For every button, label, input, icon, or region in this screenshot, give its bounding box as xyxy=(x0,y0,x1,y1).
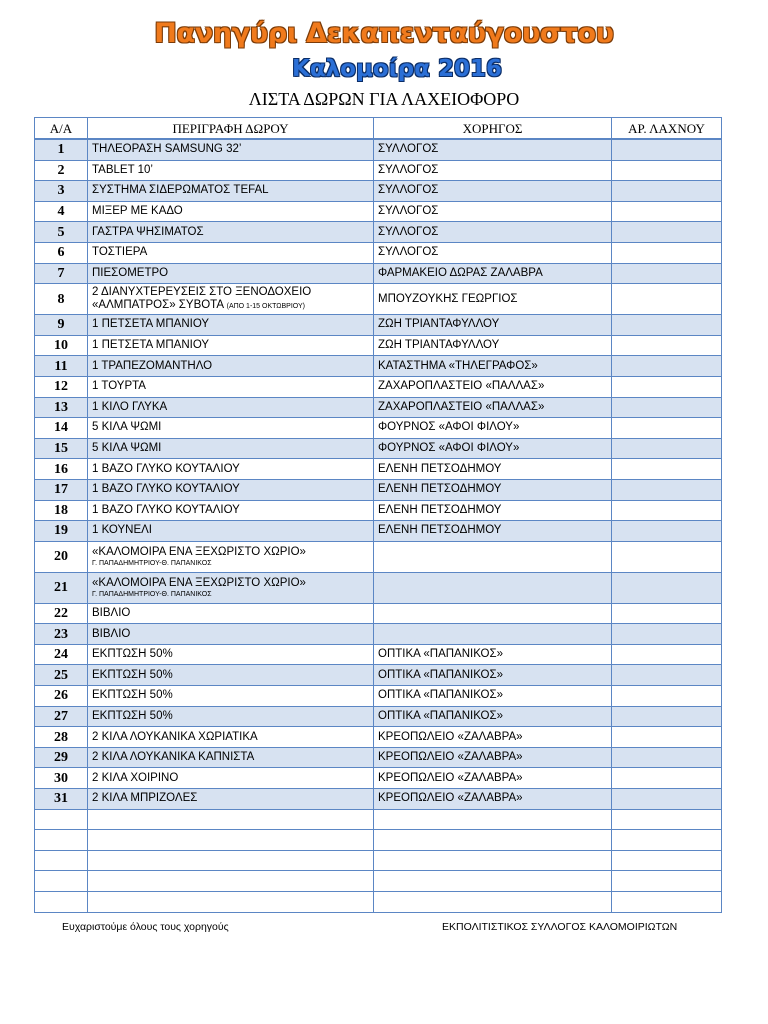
table-row xyxy=(35,624,722,645)
table-body xyxy=(35,139,722,912)
lot-number xyxy=(612,315,722,336)
table-row xyxy=(35,603,722,624)
row-number: 1 xyxy=(35,139,88,160)
gift-description: 1 ΤΡΑΠΕΖΟΜΑΝΤΗΛΟ xyxy=(88,356,374,377)
table-row xyxy=(35,747,722,768)
row-number: 25 xyxy=(35,665,88,686)
gift-description xyxy=(88,850,374,871)
gift-description: ΜΙΞΕΡ ΜΕ ΚΑΔΟ xyxy=(88,201,374,222)
sponsor xyxy=(374,850,612,871)
gift-description xyxy=(88,284,374,315)
row-number: 2 xyxy=(35,160,88,181)
row-number: 8 xyxy=(35,284,88,315)
lot-number xyxy=(612,541,722,572)
table-row xyxy=(35,397,722,418)
empty-row xyxy=(35,809,722,830)
table-row xyxy=(35,438,722,459)
table-row xyxy=(35,686,722,707)
table-row xyxy=(35,500,722,521)
table-row xyxy=(35,356,722,377)
sponsor xyxy=(374,572,612,603)
table-row xyxy=(35,376,722,397)
row-number xyxy=(35,830,88,851)
row-number: 3 xyxy=(35,181,88,202)
lot-number xyxy=(612,418,722,439)
table-row xyxy=(35,315,722,336)
gift-description: ΒΙΒΛΙΟ xyxy=(88,603,374,624)
table-row xyxy=(35,242,722,263)
sponsor: ΦΟΥΡΝΟΣ «ΑΦΟΙ ΦΙΛΟΥ» xyxy=(374,418,612,439)
table-row xyxy=(35,335,722,356)
gift-description-line2: «ΑΛΜΠΑΤΡΟΣ» ΣΥΒΟΤΑ xyxy=(92,298,224,311)
sponsor: ΕΛΕΝΗ ΠΕΤΣΟΔΗΜΟΥ xyxy=(374,521,612,542)
lot-number xyxy=(612,356,722,377)
table-row xyxy=(35,706,722,727)
lot-number xyxy=(612,201,722,222)
gift-description: 2 ΚΙΛΑ ΜΠΡΙΖΟΛΕΣ xyxy=(88,789,374,810)
gift-description: 1 ΒΑΖΟ ΓΛΥΚΟ ΚΟΥΤΑΛΙΟΥ xyxy=(88,459,374,480)
empty-row xyxy=(35,850,722,871)
row-number: 15 xyxy=(35,438,88,459)
gift-note: Γ. ΠΑΠΑΔΗΜΗΤΡΙΟΥ-Θ. ΠΑΠΑΝΙΚΟΣ xyxy=(92,590,212,598)
sponsor xyxy=(374,603,612,624)
gift-description: 1 ΚΙΛΟ ΓΛΥΚΑ xyxy=(88,397,374,418)
footer-thanks: Ευχαριστούμε όλους τους χορηγούς xyxy=(62,921,229,933)
table-row xyxy=(35,222,722,243)
gift-description xyxy=(88,541,374,572)
sponsor: ΜΠΟΥΖΟΥΚΗΣ ΓΕΩΡΓΙΟΣ xyxy=(374,284,612,315)
gift-description-line1: «ΚΑΛΟΜΟΙΡΑ ΕΝΑ ΞΕΧΩΡΙΣΤΟ ΧΩΡΙΟ» xyxy=(92,545,306,558)
sponsor: ΚΡΕΟΠΩΛΕΙΟ «ΖΑΛΑΒΡΑ» xyxy=(374,727,612,748)
row-number: 20 xyxy=(35,541,88,572)
gift-note: Γ. ΠΑΠΑΔΗΜΗΤΡΙΟΥ-Θ. ΠΑΠΑΝΙΚΟΣ xyxy=(92,559,212,567)
sponsor: ΣΥΛΛΟΓΟΣ xyxy=(374,201,612,222)
lot-number xyxy=(612,747,722,768)
lot-number xyxy=(612,624,722,645)
lot-number xyxy=(612,644,722,665)
row-number: 27 xyxy=(35,706,88,727)
row-number: 21 xyxy=(35,572,88,603)
sponsor: ΚΡΕΟΠΩΛΕΙΟ «ΖΑΛΑΒΡΑ» xyxy=(374,747,612,768)
row-number: 14 xyxy=(35,418,88,439)
gift-description: ΕΚΠΤΩΣΗ 50% xyxy=(88,665,374,686)
gift-description: 1 ΤΟΥΡΤΑ xyxy=(88,376,374,397)
lot-number xyxy=(612,438,722,459)
row-number: 18 xyxy=(35,500,88,521)
gift-description: ΕΚΠΤΩΣΗ 50% xyxy=(88,706,374,727)
empty-row xyxy=(35,892,722,913)
lot-number xyxy=(612,768,722,789)
row-number: 5 xyxy=(35,222,88,243)
gift-description: 1 ΠΕΤΣΕΤΑ ΜΠΑΝΙΟΥ xyxy=(88,315,374,336)
table-row xyxy=(35,418,722,439)
lot-number xyxy=(612,809,722,830)
lot-number xyxy=(612,706,722,727)
lot-number xyxy=(612,459,722,480)
lot-number xyxy=(612,160,722,181)
row-number: 12 xyxy=(35,376,88,397)
gift-description: ΕΚΠΤΩΣΗ 50% xyxy=(88,686,374,707)
row-number: 16 xyxy=(35,459,88,480)
table-row xyxy=(35,521,722,542)
row-number: 11 xyxy=(35,356,88,377)
column-header-sponsor: ΧΟΡΗΓΟΣ xyxy=(374,118,612,140)
lot-number xyxy=(612,603,722,624)
sponsor: ΣΥΛΛΟΓΟΣ xyxy=(374,222,612,243)
gift-description: 2 ΚΙΛΑ ΧΟΙΡΙΝΟ xyxy=(88,768,374,789)
row-number: 19 xyxy=(35,521,88,542)
table-row xyxy=(35,789,722,810)
sponsor: ΕΛΕΝΗ ΠΕΤΣΟΔΗΜΟΥ xyxy=(374,500,612,521)
lot-number xyxy=(612,242,722,263)
table-row xyxy=(35,768,722,789)
row-number: 17 xyxy=(35,479,88,500)
sponsor xyxy=(374,624,612,645)
gift-description: 1 ΒΑΖΟ ΓΛΥΚΟ ΚΟΥΤΑΛΙΟΥ xyxy=(88,500,374,521)
festival-title: Πανηγύρι Δεκαπενταύγουστου xyxy=(154,18,614,49)
gift-description: 1 ΚΟΥΝΕΛΙ xyxy=(88,521,374,542)
empty-row xyxy=(35,830,722,851)
row-number: 10 xyxy=(35,335,88,356)
gift-description-line1: 2 ΔΙΑΝΥΧΤΕΡΕΥΣΕΙΣ ΣΤΟ ΞΕΝΟΔΟΧΕΙΟ xyxy=(92,285,312,298)
sponsor: ΖΩΗ ΤΡΙΑΝΤΑΦΥΛΛΟΥ xyxy=(374,335,612,356)
gift-description-line1: «ΚΑΛΟΜΟΙΡΑ ΕΝΑ ΞΕΧΩΡΙΣΤΟ ΧΩΡΙΟ» xyxy=(92,576,306,589)
row-number xyxy=(35,850,88,871)
table-row xyxy=(35,139,722,160)
sponsor xyxy=(374,541,612,572)
row-number: 26 xyxy=(35,686,88,707)
lot-number xyxy=(612,479,722,500)
row-number: 13 xyxy=(35,397,88,418)
sponsor: ΚΡΕΟΠΩΛΕΙΟ «ΖΑΛΑΒΡΑ» xyxy=(374,768,612,789)
column-header-description: ΠΕΡΙΓΡΑΦΗ ΔΩΡΟΥ xyxy=(88,118,374,140)
gift-description: ΤΗΛΕΟΡΑΣΗ SAMSUNG 32’ xyxy=(88,139,374,160)
table-row xyxy=(35,459,722,480)
sponsor: ΖΑΧΑΡΟΠΛΑΣΤΕΙΟ «ΠΑΛΛΑΣ» xyxy=(374,397,612,418)
column-header-lot-number: ΑΡ. ΛΑΧΝΟΥ xyxy=(612,118,722,140)
sponsor: ΕΛΕΝΗ ΠΕΤΣΟΔΗΜΟΥ xyxy=(374,479,612,500)
sponsor xyxy=(374,871,612,892)
sponsor: ΟΠΤΙΚΑ «ΠΑΠΑΝΙΚΟΣ» xyxy=(374,706,612,727)
sponsor: ΣΥΛΛΟΓΟΣ xyxy=(374,160,612,181)
gift-description: 5 ΚΙΛΑ ΨΩΜΙ xyxy=(88,438,374,459)
table-row xyxy=(35,263,722,284)
table-row xyxy=(35,644,722,665)
lot-number xyxy=(612,727,722,748)
lot-number xyxy=(612,892,722,913)
table-row xyxy=(35,541,722,572)
row-number: 28 xyxy=(35,727,88,748)
sponsor: ΟΠΤΙΚΑ «ΠΑΠΑΝΙΚΟΣ» xyxy=(374,686,612,707)
lot-number xyxy=(612,871,722,892)
lot-number xyxy=(612,665,722,686)
gift-description: ΕΚΠΤΩΣΗ 50% xyxy=(88,644,374,665)
gift-description: ΤΟΣΤΙΕΡΑ xyxy=(88,242,374,263)
lot-number xyxy=(612,139,722,160)
lot-number xyxy=(612,376,722,397)
row-number: 4 xyxy=(35,201,88,222)
sponsor: ΦΟΥΡΝΟΣ «ΑΦΟΙ ΦΙΛΟΥ» xyxy=(374,438,612,459)
row-number: 7 xyxy=(35,263,88,284)
list-heading: ΛΙΣΤΑ ΔΩΡΩΝ ΓΙΑ ΛΑΧΕΙΟΦΟΡΟ xyxy=(248,89,520,109)
gift-description: ΓΑΣΤΡΑ ΨΗΣΙΜΑΤΟΣ xyxy=(88,222,374,243)
row-number xyxy=(35,809,88,830)
header-row xyxy=(35,118,722,140)
gift-note: (ΑΠΟ 1-15 ΟΚΤΩΒΡΙΟΥ) xyxy=(226,302,306,310)
gift-description: 1 ΠΕΤΣΕΤΑ ΜΠΑΝΙΟΥ xyxy=(88,335,374,356)
sponsor: ΣΥΛΛΟΓΟΣ xyxy=(374,242,612,263)
lot-number xyxy=(612,850,722,871)
lot-number xyxy=(612,500,722,521)
row-number: 6 xyxy=(35,242,88,263)
gift-description xyxy=(88,809,374,830)
lot-number xyxy=(612,335,722,356)
row-number: 29 xyxy=(35,747,88,768)
sponsor xyxy=(374,809,612,830)
sponsor: ΣΥΛΛΟΓΟΣ xyxy=(374,139,612,160)
lot-number xyxy=(612,263,722,284)
table-row xyxy=(35,160,722,181)
lot-number xyxy=(612,830,722,851)
table-row xyxy=(35,479,722,500)
footer-organizer: ΕΚΠΟΛΙΤΙΣΤΙΚΟΣ ΣΥΛΛΟΓΟΣ ΚΑΛΟΜΟΙΡΙΩΤΩΝ xyxy=(442,921,678,933)
empty-row xyxy=(35,871,722,892)
gift-description: ΠΙΕΣΟΜΕΤΡΟ xyxy=(88,263,374,284)
gift-description xyxy=(88,830,374,851)
gift-description: ΒΙΒΛΙΟ xyxy=(88,624,374,645)
lot-number xyxy=(612,789,722,810)
gift-description xyxy=(88,871,374,892)
gift-description xyxy=(88,572,374,603)
sponsor: ΖΩΗ ΤΡΙΑΝΤΑΦΥΛΛΟΥ xyxy=(374,315,612,336)
sponsor: ΚΑΤΑΣΤΗΜΑ «ΤΗΛΕΓΡΑΦΟΣ» xyxy=(374,356,612,377)
gift-description xyxy=(88,892,374,913)
table-header xyxy=(35,118,722,140)
event-subtitle: Καλομοίρα 2016 xyxy=(292,56,502,82)
sponsor xyxy=(374,830,612,851)
table-row xyxy=(35,181,722,202)
row-number: 30 xyxy=(35,768,88,789)
gift-description: ΣΥΣΤΗΜΑ ΣΙΔΕΡΩΜΑΤΟΣ TEFAL xyxy=(88,181,374,202)
lot-number xyxy=(612,181,722,202)
table-row xyxy=(35,284,722,315)
table-row xyxy=(35,572,722,603)
table-row xyxy=(35,665,722,686)
gift-description: 2 ΚΙΛΑ ΛΟΥΚΑΝΙΚΑ ΚΑΠΝΙΣΤΑ xyxy=(88,747,374,768)
sponsor: ΕΛΕΝΗ ΠΕΤΣΟΔΗΜΟΥ xyxy=(374,459,612,480)
gift-list-table xyxy=(34,117,722,913)
row-number: 23 xyxy=(35,624,88,645)
row-number xyxy=(35,892,88,913)
lot-number xyxy=(612,686,722,707)
lot-number xyxy=(612,222,722,243)
row-number: 31 xyxy=(35,789,88,810)
column-header-number: Α/Α xyxy=(35,118,88,140)
lot-number xyxy=(612,284,722,315)
gift-description: 1 ΒΑΖΟ ΓΛΥΚΟ ΚΟΥΤΑΛΙΟΥ xyxy=(88,479,374,500)
sponsor: ΦΑΡΜΑΚΕΙΟ ΔΩΡΑΣ ΖΑΛΑΒΡΑ xyxy=(374,263,612,284)
row-number: 24 xyxy=(35,644,88,665)
sponsor: ΖΑΧΑΡΟΠΛΑΣΤΕΙΟ «ΠΑΛΛΑΣ» xyxy=(374,376,612,397)
row-number: 9 xyxy=(35,315,88,336)
table-row xyxy=(35,201,722,222)
lot-number xyxy=(612,521,722,542)
gift-description: 2 ΚΙΛΑ ΛΟΥΚΑΝΙΚΑ ΧΩΡΙΑΤΙΚΑ xyxy=(88,727,374,748)
lot-number xyxy=(612,397,722,418)
table-row xyxy=(35,727,722,748)
gift-description: 5 ΚΙΛΑ ΨΩΜΙ xyxy=(88,418,374,439)
row-number: 22 xyxy=(35,603,88,624)
row-number xyxy=(35,871,88,892)
lot-number xyxy=(612,572,722,603)
gift-description: TABLET 10’ xyxy=(88,160,374,181)
sponsor: ΚΡΕΟΠΩΛΕΙΟ «ΖΑΛΑΒΡΑ» xyxy=(374,789,612,810)
sponsor: ΟΠΤΙΚΑ «ΠΑΠΑΝΙΚΟΣ» xyxy=(374,644,612,665)
sponsor: ΟΠΤΙΚΑ «ΠΑΠΑΝΙΚΟΣ» xyxy=(374,665,612,686)
sponsor: ΣΥΛΛΟΓΟΣ xyxy=(374,181,612,202)
sponsor xyxy=(374,892,612,913)
